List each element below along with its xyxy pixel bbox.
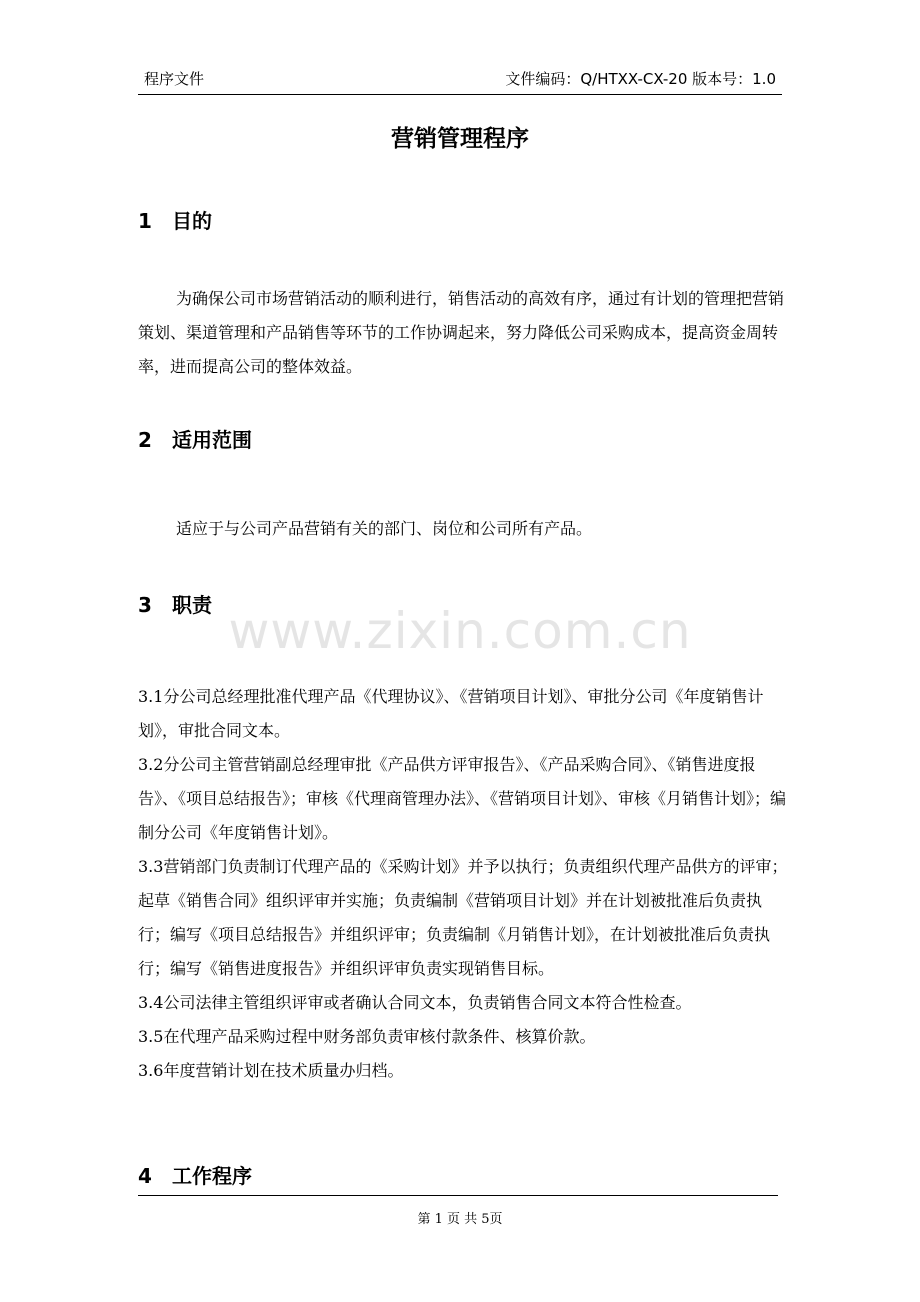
section-heading-scope <box>138 424 252 453</box>
page-header <box>138 64 782 95</box>
section-title: 工作程序 <box>172 1164 252 1188</box>
purpose-paragraph: 为确保公司市场营销活动的顺利进行，销售活动的高效有序，通过有计划的管理把营销策划、渠道管理和产品销售等环节的工作协调起来，努力降低公司采购成本，提高资金周转率，进而提高公司的整体效益。 <box>138 289 785 376</box>
scope-paragraph: 适应于与公司产品营销有关的部门、岗位和公司所有产品。 <box>176 519 593 538</box>
section-number: 1 <box>138 209 152 233</box>
section-heading-purpose <box>138 205 212 234</box>
section-number: 4 <box>138 1164 152 1188</box>
section-title: 目的 <box>172 209 212 233</box>
duty-item: 3.1分公司总经理批准代理产品《代理协议》、《营销项目计划》、审批分公司《年度销售计划》，审批合同文本。 <box>138 687 764 740</box>
section-number: 2 <box>138 428 152 452</box>
watermark: www.zixin.com.cn <box>228 602 692 660</box>
duty-item: 3.5在代理产品采购过程中财务部负责审核付款条件、核算价款。 <box>138 1027 596 1046</box>
header-doc-type: 程序文件 <box>144 70 205 88</box>
header-doc-code: 文件编码：Q/HTXX-CX-20 版本号：1.0 <box>505 70 776 88</box>
footer-divider <box>138 1195 778 1196</box>
duty-item: 3.6年度营销计划在技术质量办归档。 <box>138 1061 404 1080</box>
duty-item: 3.2分公司主管营销副总经理审批《产品供方评审报告》、《产品采购合同》、《销售进度报告》、《项目总结报告》；审核《代理商管理办法》、《营销项目计划》、审核《月销售计划》；编制分公司《年度销售计划》。 <box>138 755 787 842</box>
duty-item: 3.3营销部门负责制订代理产品的《采购计划》并予以执行；负责组织代理产品供方的评审；起草《销售合同》组织评审并实施；负责编制《营销项目计划》并在计划被批准后负责执行；编写《项目总结报告》并组织评审；负责编制《月销售计划》，在计划被批准后负责执行；编写《销售进度报告》并组织评审负责实现销售目标。 <box>138 857 788 978</box>
duties-list <box>138 680 788 1088</box>
section-heading-procedure <box>138 1160 252 1189</box>
page-number: 第 1 页 共 5页 <box>417 1212 503 1227</box>
document-title: 营销管理程序 <box>391 126 529 152</box>
section-title: 职责 <box>172 593 212 617</box>
section-title: 适用范围 <box>172 428 252 452</box>
section-number: 3 <box>138 593 152 617</box>
duty-item: 3.4公司法律主管组织评审或者确认合同文本，负责销售合同文本符合性检查。 <box>138 993 692 1012</box>
